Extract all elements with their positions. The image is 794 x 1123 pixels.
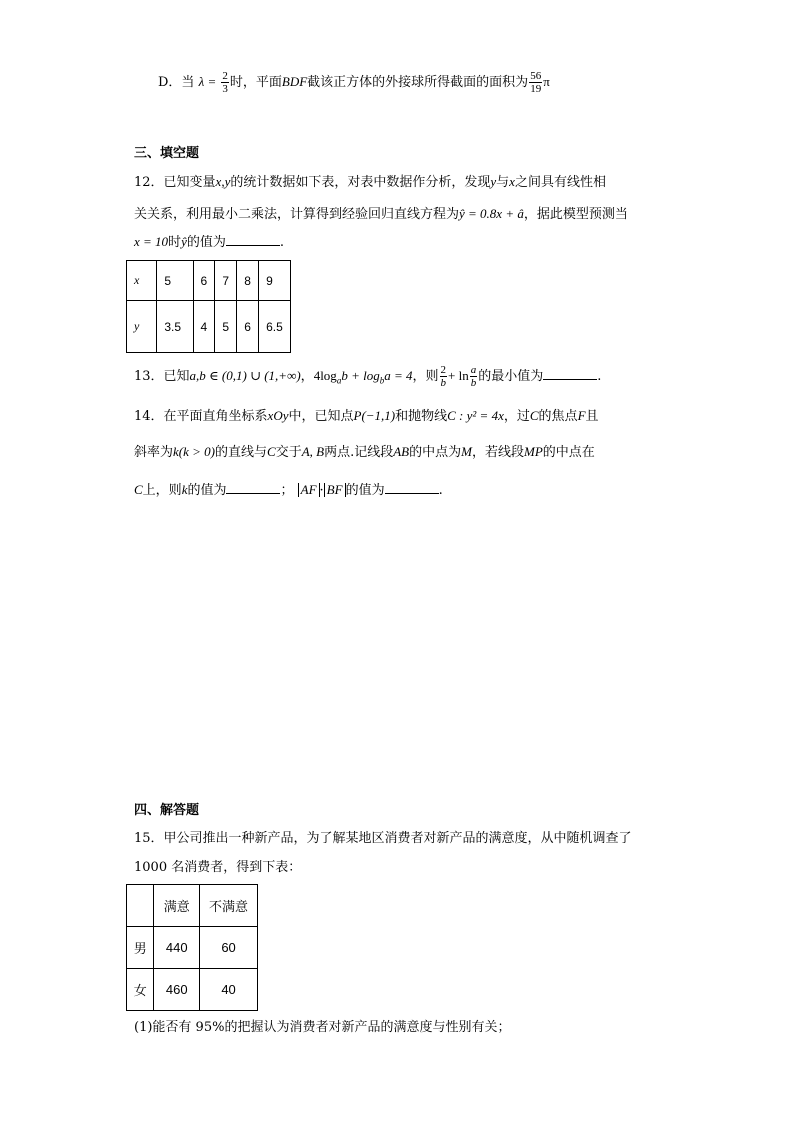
fraction-denominator: b: [470, 377, 477, 389]
segment-ab: AB: [393, 444, 410, 459]
log-expr: 4log: [313, 368, 337, 383]
q15-line-2: 1000 名消费者，得到下表：: [134, 860, 302, 875]
table-row: [127, 969, 258, 1011]
q12-text: 时: [168, 235, 182, 250]
log-base: b: [379, 375, 385, 386]
period: .: [597, 369, 602, 384]
answer-blank: [385, 481, 439, 494]
var-x: x: [509, 174, 515, 189]
fraction-numerator: 2: [222, 70, 228, 82]
q14-text: ，若线段: [471, 445, 524, 460]
q14-text: 两点.记线段: [324, 445, 394, 460]
table-header-unsatisfied: 不满意: [200, 885, 258, 927]
q14-line-2: [134, 442, 595, 463]
curve-c: C: [529, 408, 539, 423]
q14-text: 和抛物线: [395, 409, 448, 424]
focus-f: F: [577, 408, 586, 423]
log-base: a: [336, 375, 342, 386]
option-d-label: D．当: [158, 75, 195, 90]
option-d: [158, 70, 550, 95]
point-p: P(−1,1): [353, 408, 396, 423]
q14-text: ，过: [503, 409, 530, 424]
table-cell: 女: [127, 969, 154, 1011]
table-cell: 男: [127, 927, 154, 969]
q12-text: ，据此模型预测当: [523, 207, 628, 222]
q15-line-1: 15．甲公司推出一种新产品，为了解某地区消费者对新产品的满意度，从中随机调查了: [134, 831, 632, 846]
q14-text: 上，则: [142, 483, 182, 498]
table-cell: 5: [157, 261, 193, 301]
table-cell: 460: [154, 969, 200, 1011]
q14-text: 斜率为: [134, 445, 174, 460]
q14-text: 且: [585, 409, 599, 424]
q13-text: ，则: [412, 369, 439, 384]
slope-k: k(k > 0): [173, 444, 215, 459]
segment-mp: MP: [524, 444, 543, 459]
table-cell: 6: [193, 261, 215, 301]
q14-text: 交于: [275, 445, 302, 460]
q14-text: 的中点为: [409, 445, 462, 460]
x-equals-ten: x = 10: [134, 234, 169, 249]
log-expr: a = 4: [384, 368, 413, 383]
period: .: [279, 235, 284, 250]
q15-satisfaction-table: [126, 884, 258, 1011]
q14-text: 14．在平面直角坐标系: [134, 409, 268, 424]
q12-vars: x,y: [215, 174, 231, 189]
section-heading-fill-in: 三、填空题: [134, 146, 200, 161]
table-cell: x: [127, 261, 157, 301]
regression-equation: ŷ = 0.8x + â: [459, 206, 524, 221]
fraction-answer: [529, 70, 542, 95]
fraction-denominator: b: [440, 377, 446, 389]
q12-line-1: [134, 172, 606, 193]
option-d-mid-text: 时，平面: [229, 75, 282, 90]
y-hat: ŷ: [181, 234, 187, 249]
q14-text: 的值为: [187, 483, 227, 498]
parabola-c: C : y² = 4x: [447, 408, 504, 423]
table-cell: 4: [193, 301, 215, 353]
table-row: [127, 927, 258, 969]
table-row: [127, 261, 291, 301]
var-y: y: [490, 174, 497, 189]
fraction-numerator: 56: [530, 70, 542, 82]
q13-condition: a,b ∈ (0,1) ∪ (1,+∞): [189, 368, 301, 383]
section-heading-answer: 四、解答题: [134, 803, 200, 818]
q12-text: 关关系，利用最小二乘法，计算得到经验回归直线方程为: [134, 207, 460, 222]
table-cell: 40: [200, 969, 258, 1011]
fraction-a-over-b: [470, 364, 478, 389]
q12-text: 的统计数据如下表，对表中数据作分析，发现: [230, 175, 491, 190]
pi-symbol: π: [543, 74, 550, 89]
q13-line: [134, 364, 601, 391]
table-cell: 8: [237, 261, 259, 301]
table-header-row: [127, 885, 258, 927]
q12-line-2: [134, 204, 628, 225]
fraction-two-over-b: [440, 364, 448, 389]
table-cell: [127, 885, 154, 927]
q14-text: 的焦点: [538, 409, 578, 424]
abs-bf: BF: [324, 483, 346, 497]
q12-text: 与: [496, 175, 510, 190]
curve-c: C: [134, 482, 143, 497]
table-cell: 440: [154, 927, 200, 969]
midpoint-m: M: [461, 444, 472, 459]
log-expr: b + log: [341, 368, 380, 383]
coord-system: xOy: [267, 408, 289, 423]
q13-text: 13．已知: [134, 369, 190, 384]
answer-blank: [226, 233, 280, 246]
table-cell: 9: [259, 261, 291, 301]
lambda-symbol: λ =: [198, 74, 217, 89]
answer-blank: [226, 481, 280, 494]
q12-text: 的值为: [186, 235, 226, 250]
plus-ln: + ln: [448, 368, 469, 383]
fraction-denominator: 3: [222, 83, 228, 95]
table-cell: 6: [237, 301, 259, 353]
q13-text: 的最小值为: [478, 369, 544, 384]
table-row: [127, 301, 291, 353]
fraction-denominator: 19: [530, 83, 542, 95]
q12-data-table: [126, 260, 291, 353]
var-k: k: [181, 482, 188, 497]
table-cell: 5: [215, 301, 237, 353]
q14-text: 中，已知点: [288, 409, 354, 424]
q12-text: 之间具有线性相: [514, 175, 606, 190]
q15-sub-question-1: (1)能否有 95%的把握认为消费者对新产品的满意度与性别有关；: [134, 1020, 511, 1035]
q13-text: ，: [300, 369, 314, 384]
fraction-numerator: 2: [440, 364, 446, 376]
answer-blank: [543, 367, 597, 380]
q12-line-3: [134, 232, 284, 253]
table-cell: y: [127, 301, 157, 353]
plane-name: BDF: [281, 74, 308, 89]
table-header-satisfied: 满意: [154, 885, 200, 927]
q14-text: 的值为: [345, 483, 385, 498]
q14-text: ；: [280, 483, 294, 498]
q14-text: 的中点在: [542, 445, 595, 460]
q12-text: 12．已知变量: [134, 175, 216, 190]
points-ab: A, B: [301, 444, 325, 459]
fraction-numerator: a: [470, 364, 477, 376]
q14-line-3: [134, 480, 443, 501]
q14-text: 的直线与: [215, 445, 268, 460]
fraction-two-thirds: [221, 70, 229, 95]
dot-operator: ·: [319, 483, 324, 498]
table-cell: 7: [215, 261, 237, 301]
table-cell: 6.5: [259, 301, 291, 353]
table-cell: 3.5: [157, 301, 193, 353]
option-d-text: 截该正方体的外接球所得截面的面积为: [307, 75, 529, 90]
period: .: [438, 483, 443, 498]
abs-af: AF: [298, 483, 320, 497]
q14-line-1: [134, 406, 599, 427]
table-cell: 60: [200, 927, 258, 969]
curve-c: C: [267, 444, 276, 459]
